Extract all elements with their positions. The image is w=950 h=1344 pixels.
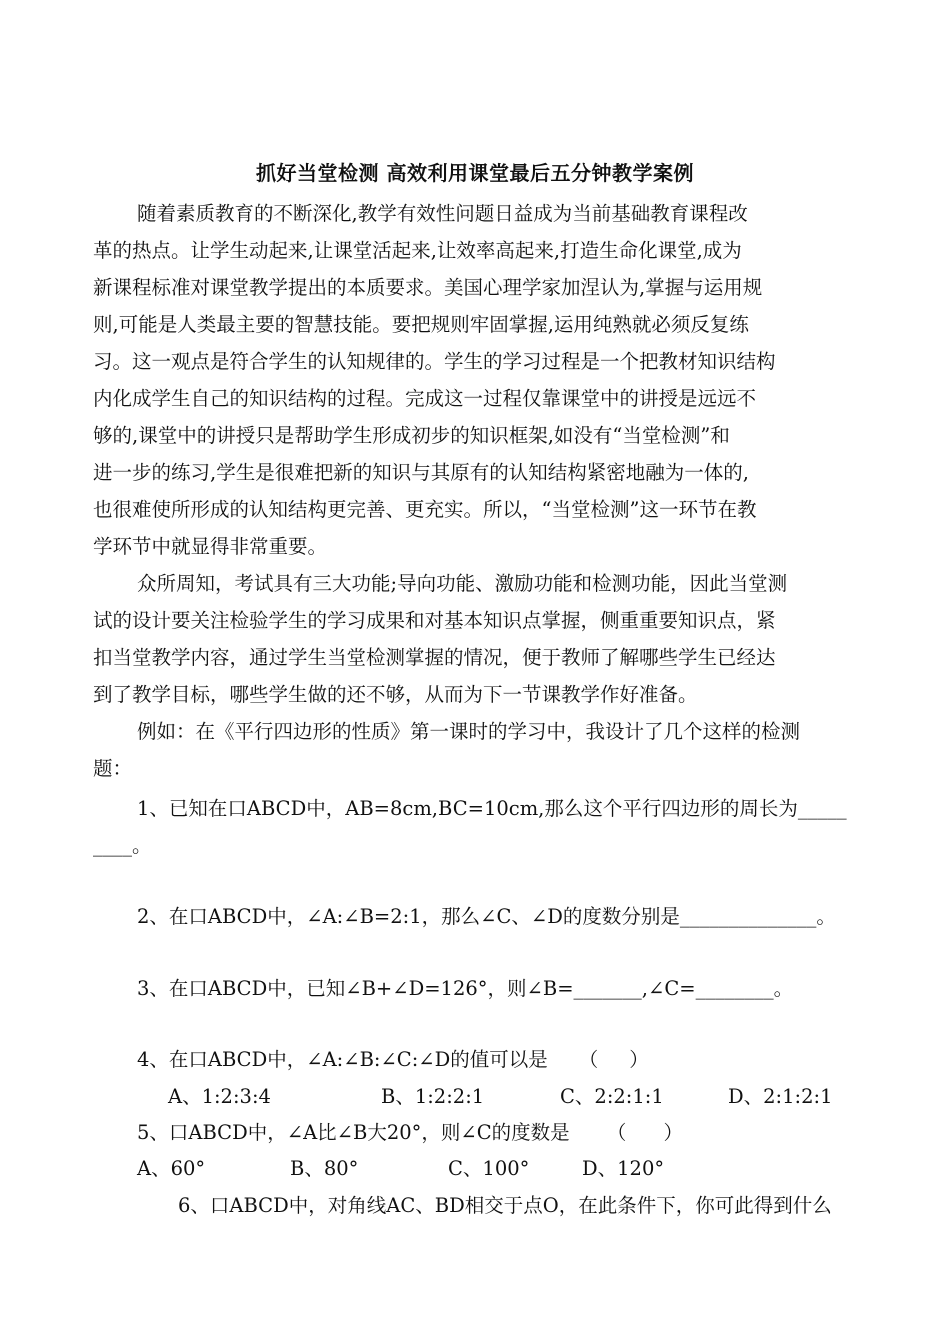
paragraph-line: 试的设计要关注检验学生的学习成果和对基本知识点掌握，侧重重要知识点，紧 bbox=[93, 609, 776, 632]
question-1-continued: ____。 bbox=[93, 834, 152, 857]
document-title: 抓好当堂检测 高效利用课堂最后五分钟教学案例 bbox=[256, 161, 694, 185]
question-5-option-c: C、100° bbox=[448, 1157, 530, 1180]
paragraph-line: 也很难使所形成的认知结构更完善、更充实。所以，“当堂检测”这一环节在教 bbox=[93, 498, 757, 521]
paragraph-line: 随着素质教育的不断深化,教学有效性问题日益成为当前基础教育课程改 bbox=[137, 202, 748, 225]
paragraph-line: 题： bbox=[93, 757, 133, 780]
question-5-option-d: D、120° bbox=[582, 1157, 665, 1180]
question-5-option-b: B、80° bbox=[290, 1157, 359, 1180]
question-4-option-b: B、1:2:2:1 bbox=[381, 1085, 485, 1108]
paragraph-line: 则,可能是人类最主要的智慧技能。要把规则牢固掌握,运用纯熟就必须反复练 bbox=[93, 313, 749, 336]
paragraph-line: 进一步的练习,学生是很难把新的知识与其原有的认知结构紧密地融为一体的, bbox=[93, 461, 749, 484]
paragraph-line: 例如：在《平行四边形的性质》第一课时的学习中，我设计了几个这样的检测 bbox=[137, 720, 801, 743]
question-1: 1、已知在口ABCD中，AB=8cm,BC=10cm,那么这个平行四边形的周长为_____ bbox=[137, 797, 847, 820]
paragraph-line: 革的热点。让学生动起来,让课堂活起来,让效率高起来,打造生命化课堂,成为 bbox=[93, 239, 742, 262]
question-5-option-a: A、60° bbox=[137, 1157, 206, 1180]
paragraph-line: 够的,课堂中的讲授只是帮助学生形成初步的知识框架,如没有“当堂检测”和 bbox=[93, 424, 730, 447]
paragraph-line: 众所周知，考试具有三大功能;导向功能、激励功能和检测功能，因此当堂测 bbox=[137, 572, 788, 595]
question-4: 4、在口ABCD中，∠A:∠B:∠C:∠D的值可以是 （ ） bbox=[137, 1048, 649, 1071]
paragraph-line: 习。这一观点是符合学生的认知规律的。学生的学习过程是一个把教材知识结构 bbox=[93, 350, 776, 373]
question-3: 3、在口ABCD中，已知∠B+∠D=126°，则∠B=_______,∠C=________。 bbox=[137, 977, 794, 1000]
paragraph-line: 学环节中就显得非常重要。 bbox=[93, 535, 328, 558]
question-5: 5、口ABCD中，∠A比∠B大20°，则∠C的度数是 （ ） bbox=[137, 1121, 684, 1144]
question-6: 6、口ABCD中，对角线AC、BD相交于点O，在此条件下，你可此得到什么 bbox=[178, 1194, 832, 1217]
paragraph-line: 到了教学目标，哪些学生做的还不够，从而为下一节课教学作好准备。 bbox=[93, 683, 698, 706]
question-4-option-d: D、2:1:2:1 bbox=[728, 1085, 833, 1108]
paragraph-line: 新课程标准对课堂教学提出的本质要求。美国心理学家加涅认为,掌握与运用规 bbox=[93, 276, 763, 299]
question-4-option-c: C、2:2:1:1 bbox=[560, 1085, 664, 1108]
question-2: 2、在口ABCD中，∠A:∠B=2:1，那么∠C、∠D的度数分别是______________。 bbox=[137, 905, 836, 928]
paragraph-line: 内化成学生自己的知识结构的过程。完成这一过程仅靠课堂中的讲授是远远不 bbox=[93, 387, 757, 410]
question-4-option-a: A、1:2:3:4 bbox=[168, 1085, 271, 1108]
paragraph-line: 扣当堂教学内容，通过学生当堂检测掌握的情况，便于教师了解哪些学生已经达 bbox=[93, 646, 776, 669]
